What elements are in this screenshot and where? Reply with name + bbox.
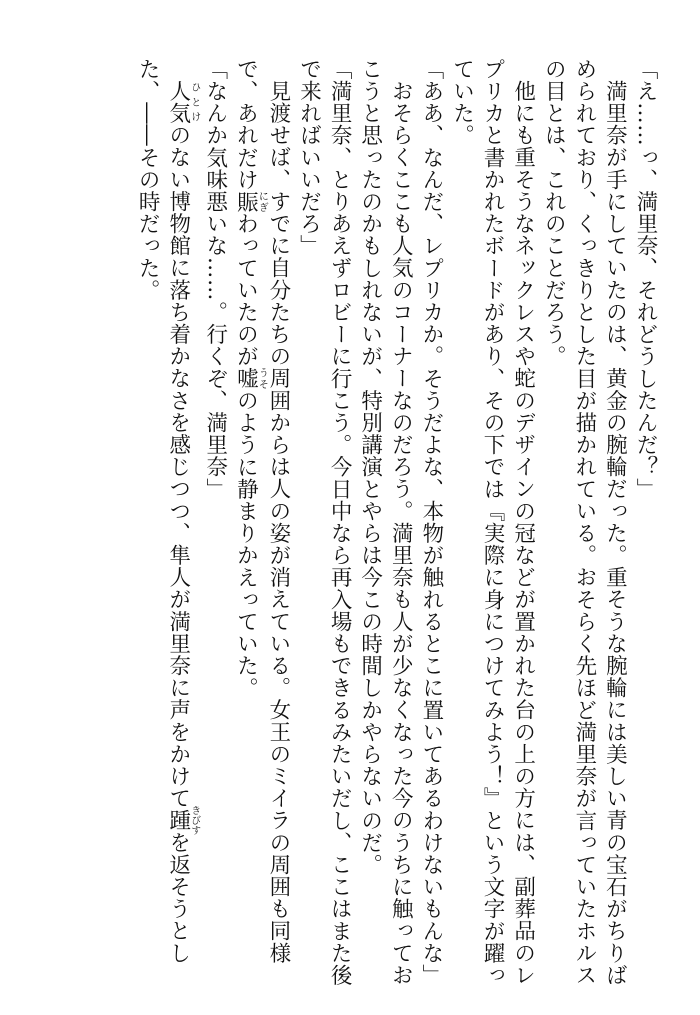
paragraph-7-text-a: 見渡せば、すでに自分たちの周囲からは人の姿が消えている。女王のミイラの周囲も同様で、あれだけ (233, 58, 291, 964)
paragraph-4: 「ああ、なんだ、レプリカか。そうだよな、本物が触れるとこに置いてあるわけないもんな」 (418, 58, 444, 987)
paragraph-1: 「え……っ、満里奈、それどうしたんだ？」 (633, 58, 658, 500)
paragraph-9-text-a: のない博物館に落ち着かなさを感じつつ、隼人が満里奈に声をかけて (165, 123, 191, 809)
paragraph-5: おそらくここも人気のコーナーなのだろう。満里奈も人が少なくなった今のうちに触っておこうと思ったのかもしれないが、特別講演とやらは今この時間しかやらないのだ。 (357, 58, 414, 986)
paragraph-9-text-b: を返そうとした、――その時だった。 (135, 58, 191, 964)
ruby-uso: 嘘うそ (233, 367, 268, 390)
paragraph-3: 他にも重そうなネックレスや蛇のデザインの冠などが置かれた台の上の方には、副葬品のレプリカと書かれたボードがあり、その下では『実際に身につけてみよう！』という文字が躍っていた。 (449, 58, 536, 987)
vertical-text-block (30, 58, 660, 988)
paragraph-6: 「満里奈、とりあえずロビーに行こう。今日中なら再入場もできるみたいだし、ここはまた後で来ればいいだろ」 (296, 58, 353, 987)
ruby-kibisu: 踵きびす (165, 804, 200, 835)
ruby-hitoke: 人気ひとけ (165, 79, 200, 124)
ruby-nigi: 賑にぎ (233, 190, 268, 213)
paragraph-7 (230, 58, 293, 988)
paragraph-7-text-c: のように静まりかえっていた。 (233, 389, 259, 699)
paragraph-7-text-b: わっていたのが (233, 212, 259, 368)
paragraph-8: 「なんか気味悪いな……。行くぞ、満里奈」 (202, 58, 228, 500)
paragraph-2: 満里奈が手にしていたのは、黄金の腕輪だった。重そうな腕輪には美しい青の宝石がちりばめられており、くっきりとした目が描かれている。おそらく先ほど満里奈が言っていたホルスの目とは、これのことだろう。 (541, 58, 628, 987)
paragraph-9 (132, 58, 200, 988)
